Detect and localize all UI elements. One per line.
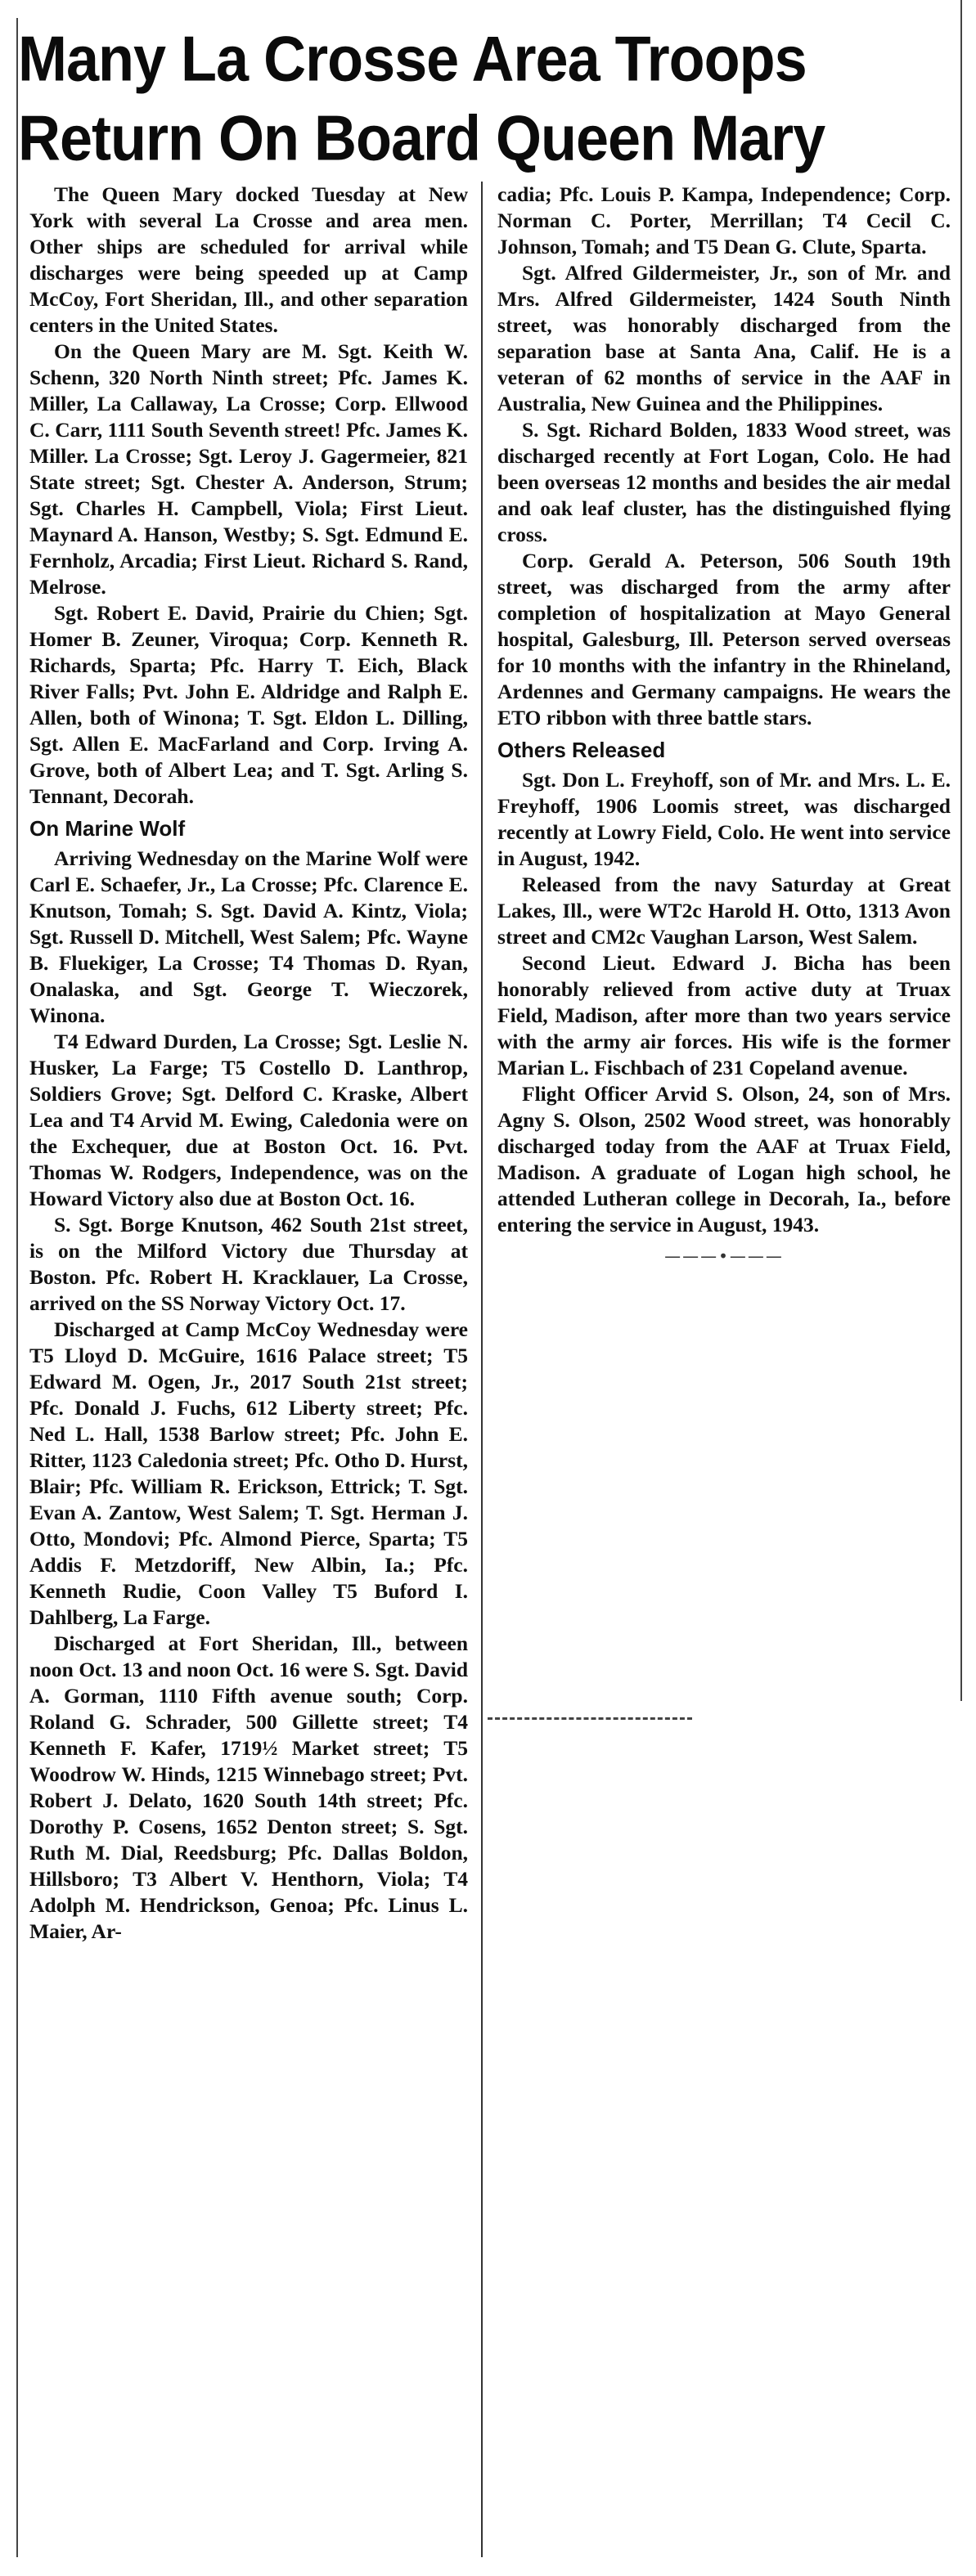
paragraph-bolden: S. Sgt. Richard Bolden, 1833 Wood street, was discharged recently at Fort Logan, Colo. He had been overseas 12 months and besides the air medal and oak leaf cluster, has the distinguished flying cross. <box>497 418 951 546</box>
column-divider <box>481 182 483 2557</box>
left-column <box>18 182 478 2557</box>
paragraph-fort-sheridan: Discharged at Fort Sheridan, Ill., between noon Oct. 13 and noon Oct. 16 were S. Sgt. David A. Gorman, 1110 Fifth avenue south; Corp. Roland G. Schrader, 500 Gillette street; T4 Kenneth F. Kafer, 1719½ Market street; T5 Woodrow W. Hinds, 1215 Winnebago street; Pvt. Robert J. Delato, 1620 South 14th street; Pfc. Dorothy P. Cosens, 1652 Denton street; S. Sgt. Ruth M. Dial, Reedsburg; Pfc. Dallas Boldon, Hillsboro; T3 Albert V. Henthorn, Viola; T4 Adolph M. Hendrickson, Genoa; Pfc. Linus L. Maier, Ar- <box>29 1631 468 1943</box>
paragraph-camp-mccoy: Discharged at Camp McCoy Wednesday were T5 Lloyd D. McGuire, 1616 Palace street; T5 Edward M. Ogen, Jr., 2017 South 21st street; Pfc. Donald J. Fuchs, 612 Liberty street; Pfc. Ned L. Hall, 1538 Barlow street; Pfc. John E. Ritter, 1123 Caledonia street; Pfc. Otho D. Hurst, Blair; Pfc. William R. Erickson, Ettrick; T. Sgt. Evan A. Zantow, West Salem; T. Sgt. Herman J. Otto, Mondovi; Pfc. Almond Pierce, Sparta; T5 Addis F. Metzdoriff, New Albin, Ia.; Pfc. Kenneth Rudie, Coon Valley T5 Buford I. Dahlberg, La Farge. <box>29 1317 468 1629</box>
subhead-others-released: Others Released <box>497 738 666 762</box>
paragraph-peterson: Corp. Gerald A. Peterson, 506 South 19th street, was discharged from the army after completion of hospitalization at Mayo General hospital, Galesburg, Ill. Peterson served overseas for 10 months with the infantry in the Rhineland, Ardennes and Germany campaigns. He wears the ETO ribbon with three battle stars. <box>497 549 951 729</box>
paragraph-milford-victory: S. Sgt. Borge Knutson, 462 South 21st street, is on the Milford Victory due Thursday at Boston. Pfc. Robert H. Kracklauer, La Crosse, arrived on the SS Norway Victory Oct. 17. <box>29 1213 468 1315</box>
end-mark: ———•——— <box>664 1246 784 1266</box>
paragraph-bicha: Second Lieut. Edward J. Bicha has been honorably relieved from active duty at Truax Field, Madison, after more than two years service with the army air forces. His wife is the former Marian L. Fischbach of 231 Copeland avenue. <box>497 951 951 1079</box>
paragraph-queen-mary-cont: Sgt. Robert E. David, Prairie du Chien; Sgt. Homer B. Zeuner, Viroqua; Corp. Kenneth R. Richards, Sparta; Pfc. Harry T. Eich, Black River Falls; Pvt. John E. Aldridge and Ralph E. Allen, both of Winona; T. Sgt. Eldon L. Dilling, Sgt. Allen E. MacFarland and Corp. Irving A. Grove, both of Albert Lea; and T. Sgt. Arling S. Tennant, Decorah. <box>29 601 468 808</box>
dashed-separator <box>488 1717 692 1720</box>
subhead-marine-wolf: On Marine Wolf <box>29 816 186 841</box>
paragraph-gildermeister: Sgt. Alfred Gildermeister, Jr., son of Mr. and Mrs. Alfred Gildermeister, 1424 South Ninth street, was honorably discharged from the separation base at Santa Ana, Calif. He is a veteran of 62 months of service in the AAF in Australia, New Guinea and the Philippines. <box>497 261 951 415</box>
paragraph-queen-mary: On the Queen Mary are M. Sgt. Keith W. Schenn, 320 North Ninth street; Pfc. James K. Miller, La Callaway, La Crosse; Corp. Ellwood C. Carr, 1111 South Seventh street! Pfc. James K. Miller. La Crosse; Sgt. Leroy J. Gagermeier, 821 State street; Sgt. Chester A. Anderson, Strum; Sgt. Charles H. Campbell, Viola; First Lieut. Maynard A. Hanson, Westby; S. Sgt. Edmund E. Fernholz, Arcadia; First Lieut. Richard S. Rand, Melrose. <box>29 339 468 599</box>
paragraph-continued: cadia; Pfc. Louis P. Kampa, Independence; Corp. Norman C. Porter, Merrillan; T4 Cecil C. Johnson, Tomah; and T5 Dean G. Clute, Sparta. <box>497 182 951 258</box>
paragraph-exchequer: T4 Edward Durden, La Crosse; Sgt. Leslie N. Husker, La Farge; T5 Costello D. Lanthrop, Soldiers Grove; Sgt. Delford C. Kraske, Albert Lea and T4 Arvid M. Ewing, Caledonia were on the Exchequer, due at Boston Oct. 16. Pvt. Thomas W. Rodgers, Independence, was on the Howard Victory also due at Boston Oct. 16. <box>29 1030 468 1210</box>
paragraph-navy-released: Released from the navy Saturday at Great Lakes, Ill., were WT2c Harold H. Otto, 1313 Avon street and CM2c Vaughan Larson, West Salem. <box>497 873 951 949</box>
paragraph-intro: The Queen Mary docked Tuesday at New York with several La Crosse and area men. Other ships are scheduled for arrival while discharges were being speeded up at Camp McCoy, Fort Sheridan, Ill., and other separation centers in the United States. <box>29 182 468 337</box>
right-column <box>486 182 960 1711</box>
headline-line-2: Return On Board Queen Mary <box>18 103 825 174</box>
headline <box>18 20 951 178</box>
clipping-right-edge <box>960 0 962 1701</box>
paragraph-olson: Flight Officer Arvid S. Olson, 24, son of Mrs. Agny S. Olson, 2502 Wood street, was honorably discharged today from the AAF at Truax Field, Madison. A graduate of Logan high school, he attended Lutheran college in Decorah, Ia., before entering the service in August, 1943. <box>497 1082 951 1236</box>
headline-line-1: Many La Crosse Area Troops <box>18 24 807 95</box>
paragraph-marine-wolf: Arriving Wednesday on the Marine Wolf were Carl E. Schaefer, Jr., La Crosse; Pfc. Clarence E. Knutson, Tomah; S. Sgt. David A. Kintz, Viola; Sgt. Russell D. Mitchell, West Salem; Pfc. Wayne B. Fluekiger, La Crosse; T4 Thomas D. Ryan, Onalaska, and Sgt. George T. Wieczorek, Winona. <box>29 846 468 1027</box>
paragraph-freyhoff: Sgt. Don L. Freyhoff, son of Mr. and Mrs. L. E. Freyhoff, 1906 Loomis street, was discharged recently at Lowry Field, Colo. He went into service in August, 1942. <box>497 768 951 870</box>
